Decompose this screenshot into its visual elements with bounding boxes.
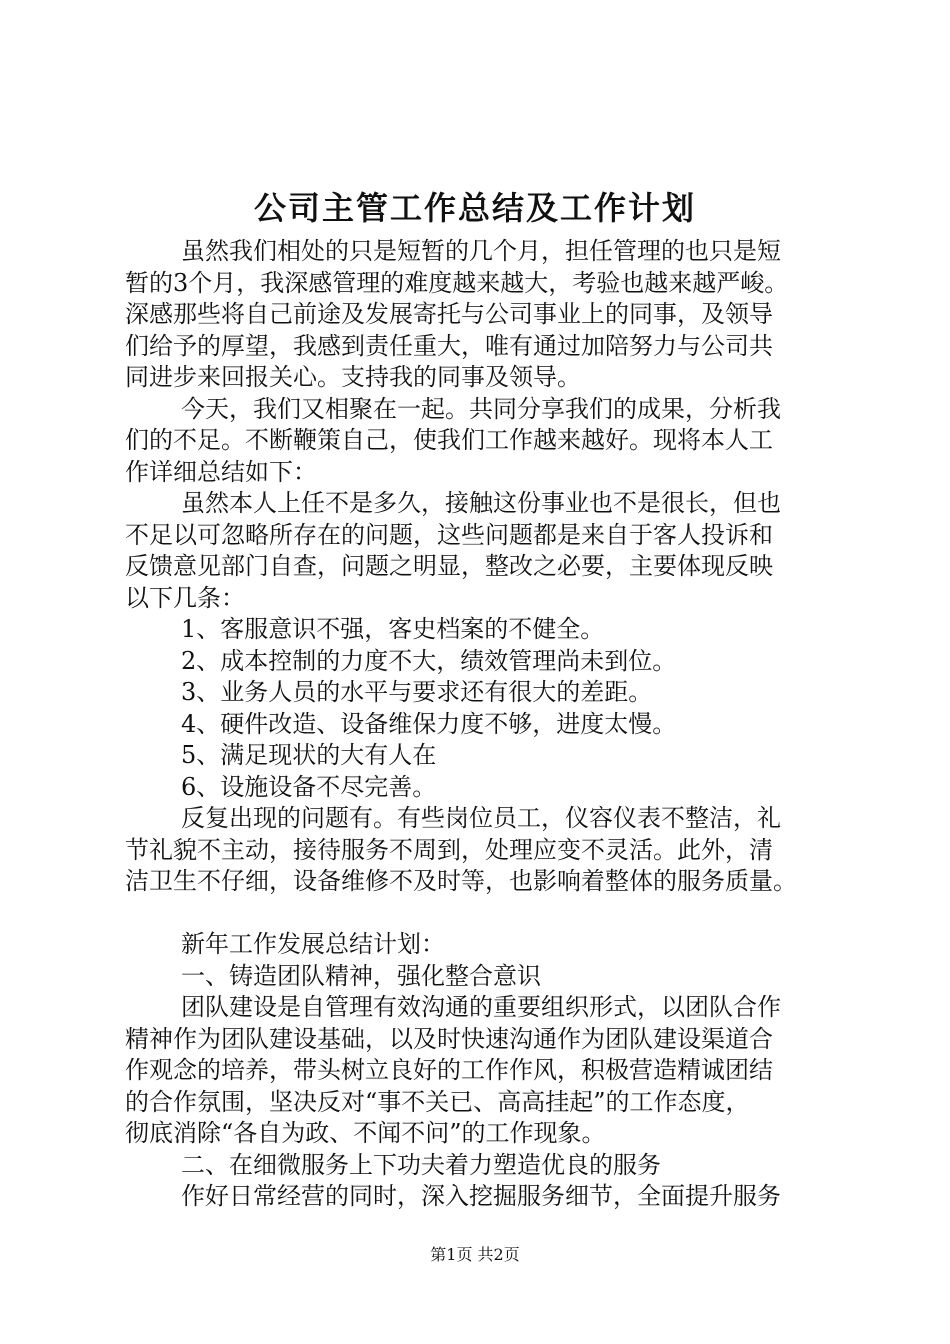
text-line: 节礼貌不主动，接待服务不周到，处理应变不灵活。此外，清: [125, 835, 773, 864]
text-line: 反复出现的问题有。有些岗位员工，仪容仪表不整洁，礼: [181, 804, 781, 832]
text-line: 们的不足。不断鞭策自己，使我们工作越来越好。现将本人工: [125, 426, 773, 454]
text-line: [125, 898, 855, 930]
text-line: 洁卫生不仔细，设备维修不及时等，也影响着整体的服务质量。: [125, 867, 797, 895]
text-line: 作好日常经营的同时，深入挖掘服务细节，全面提升服务: [181, 1182, 781, 1210]
document-title: 公司主管工作总结及工作计划: [253, 189, 696, 227]
text-line: 新年工作发展总结计划：: [181, 930, 445, 958]
text-line: 暂的3个月，我深感管理的难度越来越大，考验也越来越严峻。: [125, 268, 789, 297]
text-line: 虽然我们相处的只是短暂的几个月，担任管理的也只是短: [181, 237, 781, 265]
text-line: 一、铸造团队精神，强化整合意识: [181, 961, 541, 990]
text-line: 团队建设是自管理有效沟通的重要组织形式，以团队合作: [181, 993, 781, 1021]
text-line: 作观念的培养，带头树立良好的工作作风，积极营造精诚团结: [125, 1056, 773, 1084]
text-line: 虽然本人上任不是多久，接触这份事业也不是很长，但也: [181, 489, 781, 517]
text-line: 3、业务人员的水平与要求还有很大的差距。: [181, 678, 653, 706]
text-line: 1、客服意识不强，客史档案的不健全。: [181, 615, 605, 643]
document-body: [125, 236, 855, 1213]
text-line: 2、成本控制的力度不大，绩效管理尚未到位。: [181, 646, 677, 675]
text-line: 深感那些将自己前途及发展寄托与公司事业上的同事，及领导: [125, 300, 773, 328]
text-line: 的合作氛围，坚决反对“事不关已、高高挂起”的工作态度，: [125, 1087, 750, 1116]
text-line: 彻底消除“各自为政、不闻不问”的工作现象。: [125, 1119, 606, 1147]
text-line: 们给予的厚望，我感到责任重大，唯有通过加陪努力与公司共: [125, 331, 773, 360]
text-line: 6、设施设备不尽完善。: [181, 772, 437, 801]
text-line: 4、硬件改造、设备维保力度不够，进度太慢。: [181, 709, 677, 738]
text-line: 同进步来回报关心。支持我的同事及领导。: [125, 363, 581, 391]
text-line: 以下几条：: [125, 583, 245, 612]
text-line: 今天，我们又相聚在一起。共同分享我们的成果，分析我: [181, 394, 781, 423]
text-line: 二、在细微服务上下功夫着力塑造优良的服务: [181, 1150, 661, 1179]
text-line: 反馈意见部门自查，问题之明显，整改之必要，主要体现反映: [125, 552, 773, 580]
text-line: 不足以可忽略所存在的问题，这些问题都是来自于客人投诉和: [125, 520, 773, 549]
page-footer: 第1页 共2页: [430, 1245, 520, 1264]
text-line: 5、满足现状的大有人在: [181, 741, 437, 769]
text-line: 精神作为团队建设基础，以及时快速沟通作为团队建设渠道合: [125, 1024, 773, 1053]
text-line: 作详细总结如下：: [125, 457, 317, 486]
